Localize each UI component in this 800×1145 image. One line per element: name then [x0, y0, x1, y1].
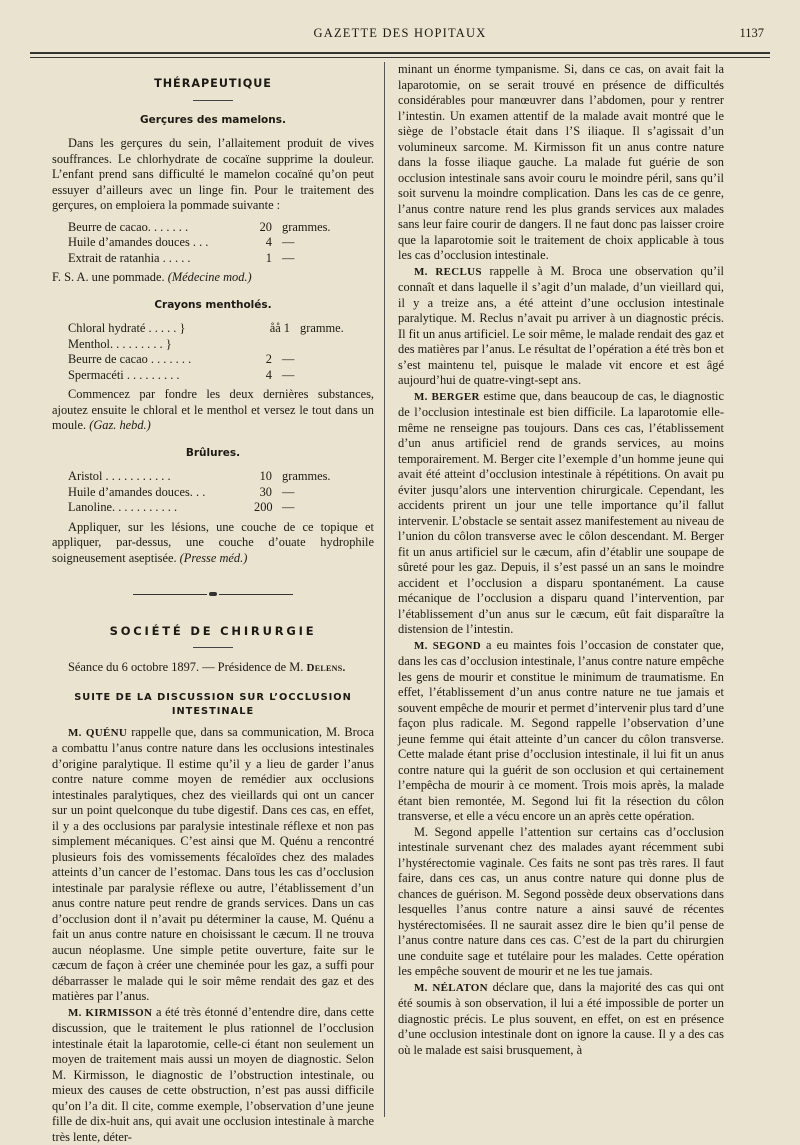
paragraph-reclus: M. RECLUS rappelle à M. Broca une observation qu’il connaît et dans laquelle il s’agit d’un malade, d’un vieillard qui, il y a treize ans, a été atteint d’une occlusion intestinale paralytique. M. Reclus n’avait pu arriver à un diagnostic précis. Il fit un anus artificiel. Le soir même, le malade rendait des gaz et des matières par l’anus. Le résultat de l’opération a été très bon et s’est maintenu tel, puisque le malade vit encore et est âgé aujourd’hui de quatre-vingt-sept ans. [398, 264, 724, 389]
right-column [398, 62, 724, 1058]
formula-row: Huile d’amandes douces . . . 4 — [68, 235, 374, 251]
column-divider [384, 62, 385, 1117]
paragraph-crayons: Commencez par fondre les deux dernières substances, ajoutez ensuite le chloral et le menthol et versez le tout dans un moule. (Gaz. hebd.) [52, 387, 374, 434]
paragraph-gercures: Dans les gerçures du sein, l’allaitement produit de vives souffrances. Le chlorhydrate de cocaïne supprime la douleur. L’enfant prend sans difficulté le mamelon cocaïné qu’on peut essuyer d’ailleurs avec un linge fin. Pour le traitement des gerçures, on emploiera la pommade suivante : [52, 136, 374, 214]
speaker-name: M. RECLUS [414, 266, 482, 278]
formula-row: Aristol . . . . . . . . . . . 10 grammes. [68, 469, 374, 485]
speaker-name: M. NÉLATON [414, 982, 488, 994]
formula-note: F. S. A. une pommade. (Médecine mod.) [52, 270, 374, 286]
paragraph-segond: M. SEGOND a eu maintes fois l’occasion de constater que, dans les cas d’occlusion intestinale, l’anus contre nature empêche les gens de mourir et constitue le minimum de traumatisme. En effet, l’établissement d’un anus contre nature ne tue jamais et souvent empêche de mourir et permet d’intervenir plus tard d’une façon plus radicale. M. Segond rappelle l’observation d’une jeune femme qui était atteinte d’un cancer du côlon transverse. Cette malade étant prise d’occlusion intestinale, il lui fit un anus contre nature qui la guérit de son occlusion et qui certainement l’empêcha de mourir à ce moment. Trois mois après, la malade étant bien remontée, M. Segond lui fit la résection du côlon transverse, et elle a vécu encore un an après cette opération. [398, 638, 724, 825]
section-rule [193, 100, 233, 101]
speaker-name: M. KIRMISSON [68, 1007, 152, 1019]
journal-title: GAZETTE DES HOPITAUX [30, 26, 770, 41]
section-rule [193, 647, 233, 648]
president-name: Delens. [306, 662, 345, 674]
heading-crayons: Crayons mentholés. [52, 298, 374, 314]
section-heading-therapeutique: THÉRAPEUTIQUE [52, 76, 374, 92]
source-citation: (Presse méd.) [180, 551, 248, 565]
page-number: 1137 [739, 26, 764, 41]
running-header [30, 26, 770, 46]
header-rule-thin [30, 57, 770, 58]
formula-row: Spermacéti . . . . . . . . . 4 — [68, 368, 374, 384]
speaker-name: M. QUÉNU [68, 727, 127, 739]
formula-gercures [68, 220, 374, 267]
formula-row: Chloral hydraté . . . . . } åå 1 gramme. [68, 321, 374, 337]
header-rule-thick [30, 52, 770, 54]
paragraph-brulures: Appliquer, sur les lésions, une couche de ce topique et appliquer, par-dessus, une couche d’ouate hydrophile soigneusement aseptisée. (Presse méd.) [52, 520, 374, 567]
formula-brulures [68, 469, 374, 516]
paragraph-kirmisson: M. KIRMISSON a été très étonné d’entendre dire, dans cette discussion, que le traitement le plus rationnel de l’occlusion intestinale était la laparotomie, celle-ci étant non seulement un moyen de traitement mais aussi un moyen de diagnostic. Selon M. Kirmisson, le diagnostic de l’obstruction intestinale, ou mieux des causes de cette obstruction, n’est pas aussi difficile qu’on l’a dit. Il cite, comme exemple, l’observation d’une jeune fille de dix-huit ans, qui avait une occlusion intestinale à marche très lente, déter- [52, 1005, 374, 1145]
paragraph-berger: M. BERGER estime que, dans beaucoup de cas, le diagnostic de l’occlusion intestinale est bien difficile. La laparotomie elle-même ne renseigne pas toujours. Dans ces cas, l’établissement d’un anus artificiel rend de grands services, au moins temporairement. M. Berger cite l’exemple d’un homme jeune qui avait été atteint d’occlusion intestinale à répétitions. On avait pu éviter jusqu’alors une intervention chirurgicale. Cependant, les accidents prirent un jour une telle importance qu’il fallut intervenir. L’obstacle se sentait assez manifestement au niveau de l’union du côlon transverse avec le côlon descendant. M. Berger fit un anus artificiel sur le cæcum, afin d’établir une soupape de sûreté pour les gaz. Depuis, il s’est passé un an sans le moindre accident et l’occlusion a disparu spontanément. La cause mécanique de l’occlusion a disparu quand l’intervention, par l’établissement d’un anus sur le cæcum, eût fait disparaître la distension de l’intestin. [398, 389, 724, 638]
formula-row: Lanoline. . . . . . . . . . . 200 — [68, 500, 374, 516]
formula-crayons [68, 321, 374, 383]
formula-row: Extrait de ratanhia . . . . . 1 — [68, 251, 374, 267]
paragraph-segond-2: M. Segond appelle l’attention sur certains cas d’occlusion intestinale survenant chez des malades ayant récemment subi l’hystérectomie vaginale. Ces faits ne sont pas très rares. Il faut faire, dans ces cas, un anus contre nature qui donne plus de chances de guérison. M. Segond possède deux observations dans lesquelles l’anus contre nature a ainsi sauvé de récentes hystérectomisées. Il ne saurait assez dire le bien qu’il pense de l’anus contre nature dans ces cas. C’est de la part du chirurgien une conduite sage et tutélaire pour les malades. Cette opération les empêche souvent de mourir et ne les tue jamais. [398, 825, 724, 980]
formula-row: Beurre de cacao. . . . . . . 20 grammes. [68, 220, 374, 236]
seance-line: Séance du 6 octobre 1897. — Présidence de M. Delens. [52, 660, 374, 677]
paragraph-continuation: minant un énorme tympanisme. Si, dans ce cas, on avait fait la laparotomie, on se serait trouvé en présence de difficultés considérables pour manœuvrer dans l’abdomen, pour y rentrer l’intestin. Un examen attentif de la malade avait montré que le siège de l’obstacle était dans l’S iliaque. Il s’agissait d’un volumineux sarcome. M. Kirmisson fit un anus contre nature dans la fosse iliaque gauche. La malade fut guérie de son occlusion intestinale sans avoir couru le moindre péril, sans qu’il soit survenu la moindre complication. Dans les cas de ce genre, l’anus contre nature rend les plus grands services aux malades sans leur faire courir de dangers. Il ne faut donc pas laisser croire que la laparotomie soit le traitement de choix applicable à tous les cas d’occlusion intestinale. [398, 62, 724, 264]
speaker-name: M. BERGER [414, 391, 480, 403]
left-column [52, 64, 374, 1145]
formula-row: Menthol. . . . . . . . . } [68, 337, 374, 353]
source-citation: (Gaz. hebd.) [89, 418, 151, 432]
heading-brulures: Brûlures. [52, 446, 374, 462]
speaker-name: M. SEGOND [414, 640, 481, 652]
section-ornament [52, 586, 374, 602]
discussion-heading: SUITE DE LA DISCUSSION SUR L’OCCLUSION INTESTINALE [52, 691, 374, 719]
source-citation: (Médecine mod.) [168, 270, 252, 284]
formula-row: Beurre de cacao . . . . . . . 2 — [68, 352, 374, 368]
section-heading-societe: SOCIÉTÉ DE CHIRURGIE [52, 624, 374, 640]
paragraph-quenu: M. QUÉNU rappelle que, dans sa communication, M. Broca a combattu l’anus contre nature dans les occlusions intestinales d’origine paralytique. Il estime qu’il y a lieu de garder l’anus contre nature comme moyen de remédier aux occlusions intestinales paralytiques, chez des vieillards qui ont un cancer sur un point quelconque du tube digestif. Dans ces cas, en effet, il y a des occlusions par paralysie intestinale réflexe et non pas simplement mécaniques. C’est ainsi que M. Quénu a rencontré plusieurs fois des vomissements fécaloïdes chez des malades atteints d’un cancer de l’estomac. Dans tous les cas d’occlusion intestinale par paralysie réflexe ou autre, l’établissement d’un anus contre nature peut rendre de grands services. Dans un cas d’occlusion dont il n’avait pu déterminer la cause, M. Quénu a fait un anus contre nature en choisissant le cæcum. Il ne trouva aucun néoplasme. Une simple petite ouverture, faite sur le cæcum de façon à créer une cheminée pour les gaz, a suffi pour débarrasser le malade qui le soir même rendait des gaz et des matières par l’anus. [52, 725, 374, 1005]
formula-row: Huile d’amandes douces. . . 30 — [68, 485, 374, 501]
heading-gercures: Gerçures des mamelons. [52, 113, 374, 129]
paragraph-nelaton: M. NÉLATON déclare que, dans la majorité des cas qui ont été soumis à son observation, il lui a été impossible de porter un diagnostic précis. Le plus souvent, en effet, on est en présence d’une occlusion intestinale dont on ignore la cause. Il y a des cas où le malade est saisi brusquement, à [398, 980, 724, 1059]
